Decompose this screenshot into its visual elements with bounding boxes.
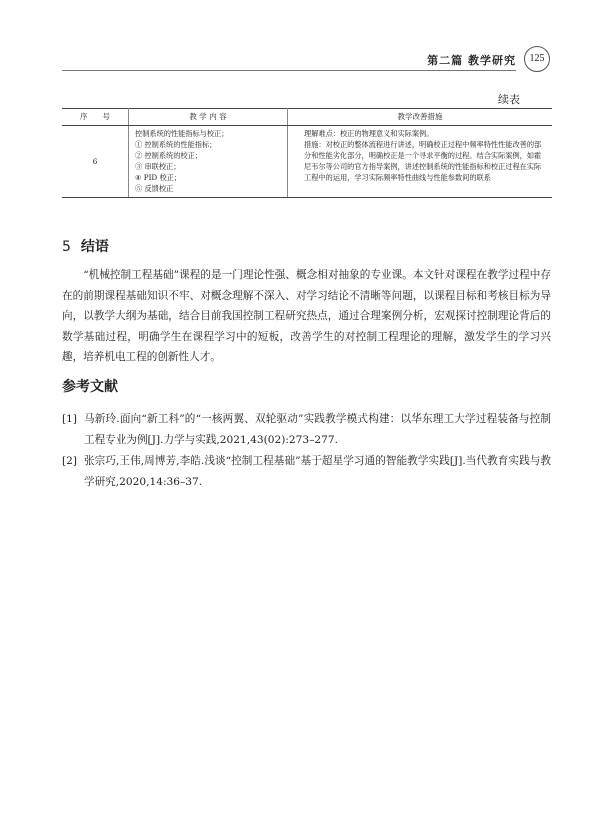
content-item: ③ 串联校正； [135,162,181,172]
table-row [62,125,552,197]
header-cell-content: 教 学 内 容 [129,109,288,126]
references-heading: 参考文献 [62,379,118,395]
header-cell-improvement: 教学改善措施 [288,109,553,126]
reference-item [62,451,551,493]
section-number: 5 [62,239,71,255]
header-cell-no: 序 号 [62,109,129,126]
content-item: ④ PID 校正； [135,173,182,183]
reference-item [62,409,551,451]
page-number-badge: 125 [524,46,550,72]
content-title: 控制系统的性能指标与校正； [135,128,229,138]
table-header-row [62,109,552,126]
conclusion-paragraph: “机械控制工程基础”课程的是一门理论性强、概念相对抽象的专业课。本文针对课程在教学过程中存在的前期课程基础知识不牢、对概念理解不深入、对学习结论不清晰等问题，以课程目标和考核目标为导向，以教学大纲为基础，结合目前我国控制工程研究热点，通过合理案例分析，宏观探讨控制理论背后的数学基础过程，明确学生在课程学习中的短板，改善学生的对控制工程理论的理解，激发学生的学习兴趣，培养机电工程的创新性人才。 [62,269,551,364]
row-improvement [288,125,553,197]
content-item: ① 控制系统的性能指标； [135,139,217,149]
row-content [129,125,288,197]
section-heading [62,236,109,256]
reference-text: 马新玲.面向“新工科”的“一核两翼、双轮驱动”实践教学模式构建：以华东理工大学过程装备与控制工程专业为例[J].力学与实践,2021,43(02):273–277. [84,413,551,446]
improvement-measures: 措施：对校正的整体流程进行讲述，明确校正过程中频率特性性能改善的部分和性能劣化部分，明确校正是一个寻求平衡的过程。结合实际案例，如霍尼韦尔等公司的官方指导案例，讲述控制系统的性能指标和校正过程在实际工程中的运用，学习实际频率特性曲线与性能参数间的联系 [304,139,542,183]
content-item: ⑤ 反馈校正 [135,184,174,194]
header-section-title: 第二篇 教学研究 [427,54,516,67]
content-item: ② 控制系统的校正； [135,150,202,160]
table-continued-label: 续表 [498,93,520,106]
reference-tag: [2] [62,455,78,467]
header-rule [62,70,516,71]
teaching-table [62,108,552,198]
row-number: 6 [62,125,129,197]
improvement-difficulty: 理解难点：校正的物理意义和实际案例。 [304,128,434,138]
page-header [62,46,550,72]
section-title: 结语 [80,239,109,255]
reference-text: 张宗巧,王伟,周博芳,李皓.浅谈“控制工程基础”基于超星学习通的智能教学实践[J].当代教育实践与教学研究,2020,14:36–37. [84,455,551,488]
reference-tag: [1] [62,413,78,425]
